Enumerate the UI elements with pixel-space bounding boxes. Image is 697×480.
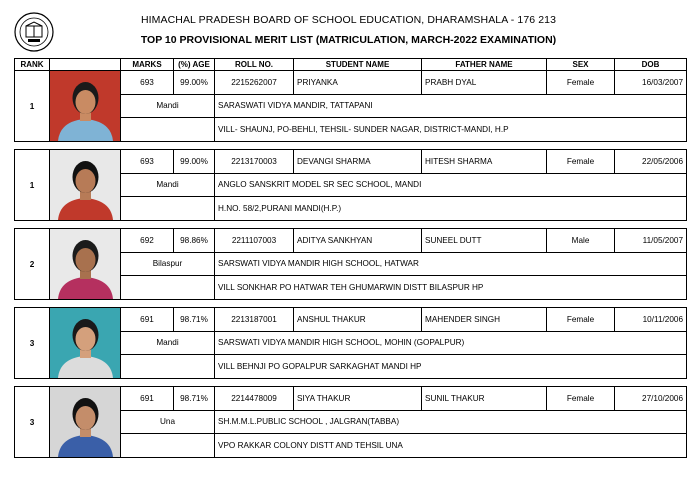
school-cell: ANGLO SANSKRIT MODEL SR SEC SCHOOL, MANDI [215, 173, 687, 197]
col-age: (%) AGE [174, 59, 215, 71]
student-record [14, 386, 687, 458]
marks-cell: 691 [121, 387, 174, 411]
sex-cell: Female [547, 150, 615, 174]
marks-cell: 693 [121, 150, 174, 174]
sex-cell: Male [547, 229, 615, 253]
blank-cell [121, 355, 215, 379]
father-name-cell: MAHENDER SINGH [422, 308, 547, 332]
father-name-cell: SUNEEL DUTT [422, 229, 547, 253]
page-title: TOP 10 PROVISIONAL MERIT LIST (MATRICULATION, MARCH-2022 EXAMINATION) [140, 34, 557, 46]
col-dob: DOB [615, 59, 687, 71]
student-record [14, 307, 687, 379]
percent-cell: 99.00% [174, 71, 215, 95]
col-sex: SEX [547, 59, 615, 71]
blank-cell [121, 197, 215, 221]
address-cell: VILL- SHAUNJ, PO-BEHLI, TEHSIL- SUNDER NAGAR, DISTRICT-MANDI, H.P [215, 118, 687, 142]
school-cell: SH.M.M.L.PUBLIC SCHOOL , JALGRAN(TABBA) [215, 410, 687, 434]
student-record [14, 149, 687, 221]
address-cell: VILL SONKHAR PO HATWAR TEH GHUMARWIN DISTT BILASPUR HP [215, 276, 687, 300]
father-name-cell: SUNIL THAKUR [422, 387, 547, 411]
blank-cell [121, 276, 215, 300]
blank-cell [121, 434, 215, 458]
marks-cell: 691 [121, 308, 174, 332]
student-photo [50, 229, 121, 300]
district-cell: Una [121, 410, 215, 434]
student-name-cell: PRIYANKA [294, 71, 422, 95]
sex-cell: Female [547, 308, 615, 332]
percent-cell: 98.86% [174, 229, 215, 253]
school-cell: SARSWATI VIDYA MANDIR HIGH SCHOOL, HATWAR [215, 252, 687, 276]
percent-cell: 99.00% [174, 150, 215, 174]
student-name-cell: ANSHUL THAKUR [294, 308, 422, 332]
school-cell: SARSWATI VIDYA MANDIR HIGH SCHOOL, MOHIN (GOPALPUR) [215, 331, 687, 355]
student-name-cell: DEVANGI SHARMA [294, 150, 422, 174]
student-photo [50, 150, 121, 221]
col-photo [50, 59, 121, 71]
roll-no-cell: 2215262007 [215, 71, 294, 95]
col-marks: MARKS [121, 59, 174, 71]
roll-no-cell: 2211107003 [215, 229, 294, 253]
marks-cell: 692 [121, 229, 174, 253]
student-name-cell: SIYA THAKUR [294, 387, 422, 411]
school-cell: SARASWATI VIDYA MANDIR, TATTAPANI [215, 94, 687, 118]
board-name: HIMACHAL PRADESH BOARD OF SCHOOL EDUCATION, DHARAMSHALA - 176 213 [140, 14, 557, 26]
dob-cell: 10/11/2006 [615, 308, 687, 332]
district-cell: Bilaspur [121, 252, 215, 276]
rank-cell: 1 [15, 150, 50, 221]
father-name-cell: PRABH DYAL [422, 71, 547, 95]
district-cell: Mandi [121, 94, 215, 118]
dob-cell: 22/05/2006 [615, 150, 687, 174]
col-student-name: STUDENT NAME [294, 59, 422, 71]
address-cell: H.NO. 58/2,PURANI MANDI(H.P.) [215, 197, 687, 221]
rank-cell: 2 [15, 229, 50, 300]
rank-cell: 1 [15, 71, 50, 142]
marks-cell: 693 [121, 71, 174, 95]
rank-cell: 3 [15, 308, 50, 379]
father-name-cell: HITESH SHARMA [422, 150, 547, 174]
dob-cell: 16/03/2007 [615, 71, 687, 95]
district-cell: Mandi [121, 173, 215, 197]
district-cell: Mandi [121, 331, 215, 355]
blank-cell [121, 118, 215, 142]
col-roll: ROLL NO. [215, 59, 294, 71]
roll-no-cell: 2214478009 [215, 387, 294, 411]
student-photo [50, 71, 121, 142]
student-name-cell: ADITYA SANKHYAN [294, 229, 422, 253]
address-cell: VILL BEHNJI PO GOPALPUR SARKAGHAT MANDI HP [215, 355, 687, 379]
col-rank: RANK [15, 59, 50, 71]
rank-cell: 3 [15, 387, 50, 458]
percent-cell: 98.71% [174, 308, 215, 332]
student-photo [50, 308, 121, 379]
student-photo [50, 387, 121, 458]
dob-cell: 27/10/2006 [615, 387, 687, 411]
col-father-name: FATHER NAME [422, 59, 547, 71]
roll-no-cell: 2213187001 [215, 308, 294, 332]
student-record [14, 228, 687, 300]
address-cell: VPO RAKKAR COLONY DISTT AND TEHSIL UNA [215, 434, 687, 458]
dob-cell: 11/05/2007 [615, 229, 687, 253]
sex-cell: Female [547, 71, 615, 95]
roll-no-cell: 2213170003 [215, 150, 294, 174]
sex-cell: Female [547, 387, 615, 411]
student-record [14, 70, 687, 142]
percent-cell: 98.71% [174, 387, 215, 411]
